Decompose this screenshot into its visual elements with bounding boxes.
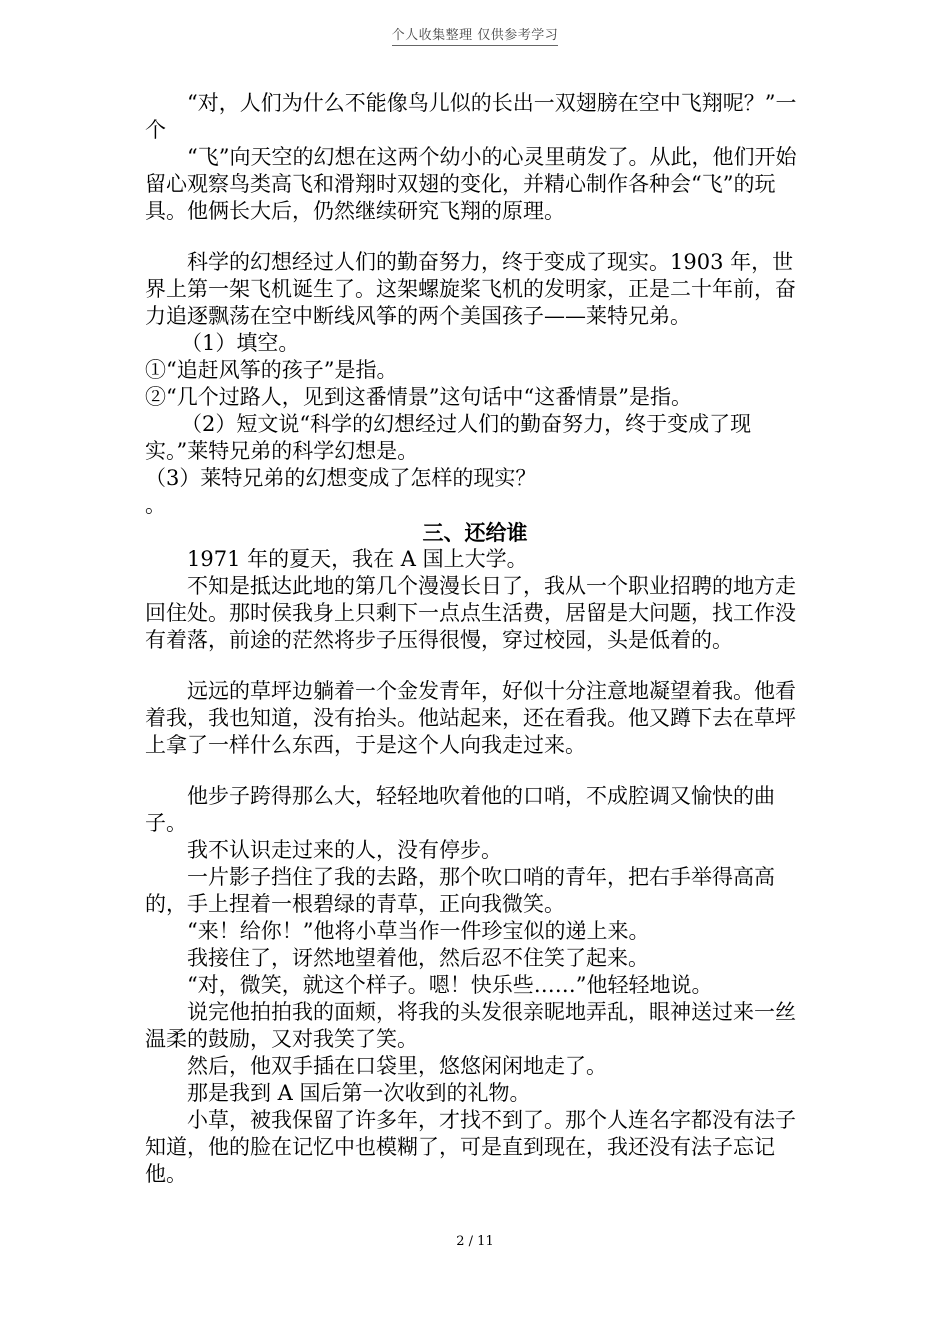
header-text: 个人收集整理 仅供参考学习 xyxy=(392,24,559,46)
question-1: （1）填空。 xyxy=(181,331,300,355)
paragraph: 然后，他双手插在口袋里，悠悠闲闲地走了。 xyxy=(187,1054,607,1078)
paragraph: 远远的草坪边躺着一个金发青年，好似十分注意地凝望着我。他看着我，我也知道，没有抬头。他站起来，还在看我。他又蹲下去在草坪上拿了一样什么东西，于是这个人向我走过来。 xyxy=(145,679,796,757)
page-number: 2 / 11 xyxy=(456,1234,494,1249)
question-2: （2）短文说“科学的幻想经过人们的勤奋努力，终于变成了现实。”莱特兄弟的科学幻想是。 xyxy=(145,412,752,463)
paragraph: 我不认识走过来的人，没有停步。 xyxy=(187,838,502,862)
page-header xyxy=(0,24,950,46)
paragraph: 他步子跨得那么大，轻轻地吹着他的口哨，不成腔调又愉快的曲子。 xyxy=(145,784,775,835)
paragraph: 一片影子挡住了我的去路，那个吹口哨的青年，把右手举得高高的，手上捏着一根碧绿的青草，正向我微笑。 xyxy=(145,865,775,916)
paragraph: “来！给你！”他将小草当作一件珍宝似的递上来。 xyxy=(187,919,650,943)
paragraph: “对，人们为什么不能像鸟儿似的长出一双翅膀在空中飞翔呢？”一个 xyxy=(145,91,797,142)
paragraph: “对，微笑，就这个样子。嗯！快乐些……”他轻轻地说。 xyxy=(187,973,713,997)
paragraph: 那是我到 A 国后第一次收到的礼物。 xyxy=(187,1081,531,1105)
paragraph: 1971 年的夏天，我在 A 国上大学。 xyxy=(187,547,528,571)
paragraph: 小草，被我保留了许多年，才找不到了。那个人连名字都没有法子知道，他的脸在记忆中也模糊了，可是直到现在，我还没有法子忘记他。 xyxy=(145,1108,796,1186)
section-title: 三、还给谁 xyxy=(422,520,528,545)
question-3: （3）莱特兄弟的幻想变成了怎样的现实？ xyxy=(145,466,537,490)
paragraph: 我接住了，讶然地望着他，然后忍不住笑了起来。 xyxy=(187,946,649,970)
paragraph: “飞”向天空的幻想在这两个幼小的心灵里萌发了。从此，他们开始留心观察鸟类高飞和滑翔时双翅的变化，并精心制作各种会“飞”的玩具。他俩长大后，仍然继续研究飞翔的原理。 xyxy=(145,145,797,223)
page-content xyxy=(145,90,805,1188)
paragraph: 说完他拍拍我的面颊，将我的头发很亲昵地弄乱，眼神送过来一丝温柔的鼓励，又对我笑了笑。 xyxy=(145,1000,796,1051)
question-1b: ②“几个过路人，见到这番情景”这句话中“这番情景”是指。 xyxy=(145,385,692,409)
question-1a: ①“追赶风筝的孩子”是指。 xyxy=(145,358,398,382)
answer-line: 。 xyxy=(145,493,166,517)
paragraph: 不知是抵达此地的第几个漫漫长日了，我从一个职业招聘的地方走回住处。那时侯我身上只剩下一点点生活费，居留是大问题，找工作没有着落，前途的茫然将步子压得很慢，穿过校园，头是低着的。 xyxy=(145,574,796,652)
paragraph: 科学的幻想经过人们的勤奋努力，终于变成了现实。1903 年，世界上第一架飞机诞生了。这架螺旋桨飞机的发明家，正是二十年前，奋力追逐飘荡在空中断线风筝的两个美国孩子——莱特兄弟。 xyxy=(145,250,796,328)
